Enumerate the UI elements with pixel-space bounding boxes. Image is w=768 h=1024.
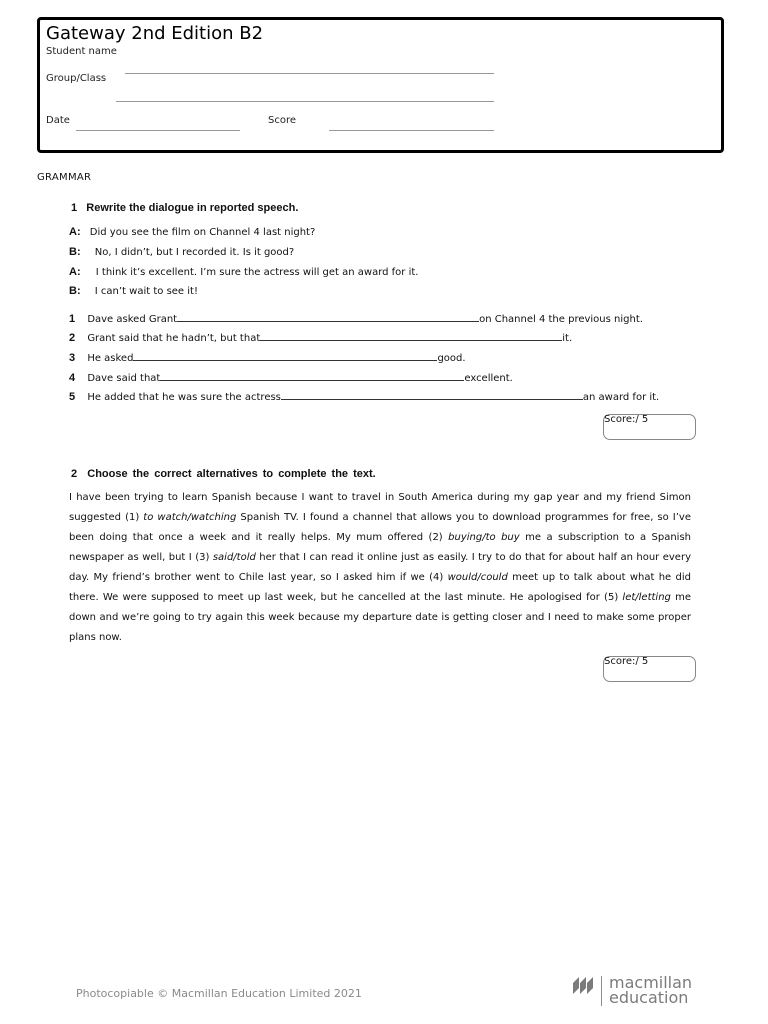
student-name-line[interactable] <box>125 73 494 74</box>
page-title: Gateway 2nd Edition B2 <box>46 23 264 44</box>
task-1-title <box>71 202 298 214</box>
section-heading: GRAMMAR <box>37 172 92 183</box>
reading-passage <box>69 488 691 648</box>
item-number: 4 <box>69 372 76 384</box>
passage-text: me down and we’re going to try again this week because my departure date is getting closer and I need to make some proper plans now. <box>69 592 691 643</box>
task-1-score-box[interactable] <box>603 414 696 440</box>
passage-text: me a subscription to a Spanish newspaper as well, but I (3) <box>69 532 691 563</box>
publisher-logo-text <box>609 975 692 1005</box>
dialogue-text: No, I didn’t, but I recorded it. Is it good? <box>94 247 295 258</box>
student-name-label: Student name <box>46 46 117 57</box>
item-number: 1 <box>69 313 76 325</box>
exercise-item <box>69 331 572 344</box>
item-prompt: Dave said that <box>87 373 161 384</box>
item-prompt: Dave asked Grant <box>87 314 178 325</box>
exercise-item <box>69 312 643 325</box>
group-class-line[interactable] <box>116 101 494 102</box>
answer-blank[interactable] <box>260 331 562 341</box>
dialogue-text: I can’t wait to see it! <box>94 286 198 297</box>
group-class-label: Group/Class <box>46 73 107 84</box>
speaker-label: A: <box>69 226 81 238</box>
item-number: 3 <box>69 352 76 364</box>
task-2-instruction: Choose the correct alternatives to complete the text. <box>87 468 376 480</box>
dialogue-line <box>69 226 315 238</box>
alternative-choice-2[interactable]: buying/to buy <box>448 532 520 543</box>
task-2-title <box>71 468 376 480</box>
copyright-notice: Photocopiable © Macmillan Education Limited 2021 <box>76 987 362 1000</box>
item-prompt: He asked <box>87 353 134 364</box>
dialogue-text: Did you see the film on Channel 4 last night? <box>89 227 316 238</box>
dialogue-text: I think it’s excellent. I’m sure the actress will get an award for it. <box>95 267 419 278</box>
task-1-score-label: Score:/ 5 <box>604 414 649 425</box>
speaker-label: A: <box>69 266 81 278</box>
answer-blank[interactable] <box>133 351 437 361</box>
answer-blank[interactable] <box>281 390 583 400</box>
item-ending: good. <box>437 353 466 364</box>
task-2-number: 2 <box>71 468 78 480</box>
item-prompt: Grant said that he hadn’t, but that <box>87 333 261 344</box>
item-number: 5 <box>69 391 76 403</box>
dialogue-line <box>69 285 198 297</box>
item-ending: on Channel 4 the previous night. <box>479 314 643 325</box>
answer-blank[interactable] <box>177 312 479 322</box>
date-line[interactable] <box>76 130 240 131</box>
passage-text: I have been trying to learn Spanish because I want to travel in South America during my gap year and my friend Simon suggested (1) <box>69 492 691 523</box>
item-ending: excellent. <box>464 373 513 384</box>
dialogue-line <box>69 246 294 258</box>
score-line[interactable] <box>329 130 494 131</box>
item-ending: it. <box>562 333 573 344</box>
passage-text: Spanish TV. I found a channel that allows you to download programmes for free, so I’ve been doing that once a week and it really helps. My mum offered (2) <box>69 512 691 543</box>
task-1-instruction: Rewrite the dialogue in reported speech. <box>86 202 299 214</box>
alternative-choice-1[interactable]: to watch/watching <box>143 512 237 523</box>
exercise-item <box>69 351 466 364</box>
score-label: Score <box>268 115 297 126</box>
passage-text: meet up to talk about what he did there. We were supposed to meet up last week, but he cancelled at the last minute. He apologised for (5) <box>69 572 691 603</box>
speaker-label: B: <box>69 246 81 258</box>
item-ending: an award for it. <box>582 392 660 403</box>
alternative-choice-4[interactable]: would/could <box>447 572 508 583</box>
speaker-label: B: <box>69 285 81 297</box>
alternative-choice-3[interactable]: said/told <box>212 552 256 563</box>
item-number: 2 <box>69 332 76 344</box>
answer-blank[interactable] <box>160 371 464 381</box>
task-1-number: 1 <box>71 202 78 214</box>
passage-text: her that I can read it online just as easily. I try to do that for about half an hour every day. My friend’s brother went to Chile last year, so I asked him if we (4) <box>69 552 691 583</box>
task-2-score-box[interactable] <box>603 656 696 682</box>
logo-line-2: education <box>609 988 689 1007</box>
logo-line-1: macmillan <box>609 973 693 992</box>
date-label: Date <box>46 115 70 126</box>
macmillan-logo-icon <box>572 974 598 996</box>
exercise-item <box>69 371 513 384</box>
exercise-item <box>69 390 659 403</box>
alternative-choice-5[interactable]: let/letting <box>622 592 671 603</box>
item-prompt: He added that he was sure the actress <box>87 392 281 403</box>
dialogue-line <box>69 266 418 278</box>
task-2-score-label: Score:/ 5 <box>604 656 649 667</box>
logo-divider <box>601 976 602 1006</box>
